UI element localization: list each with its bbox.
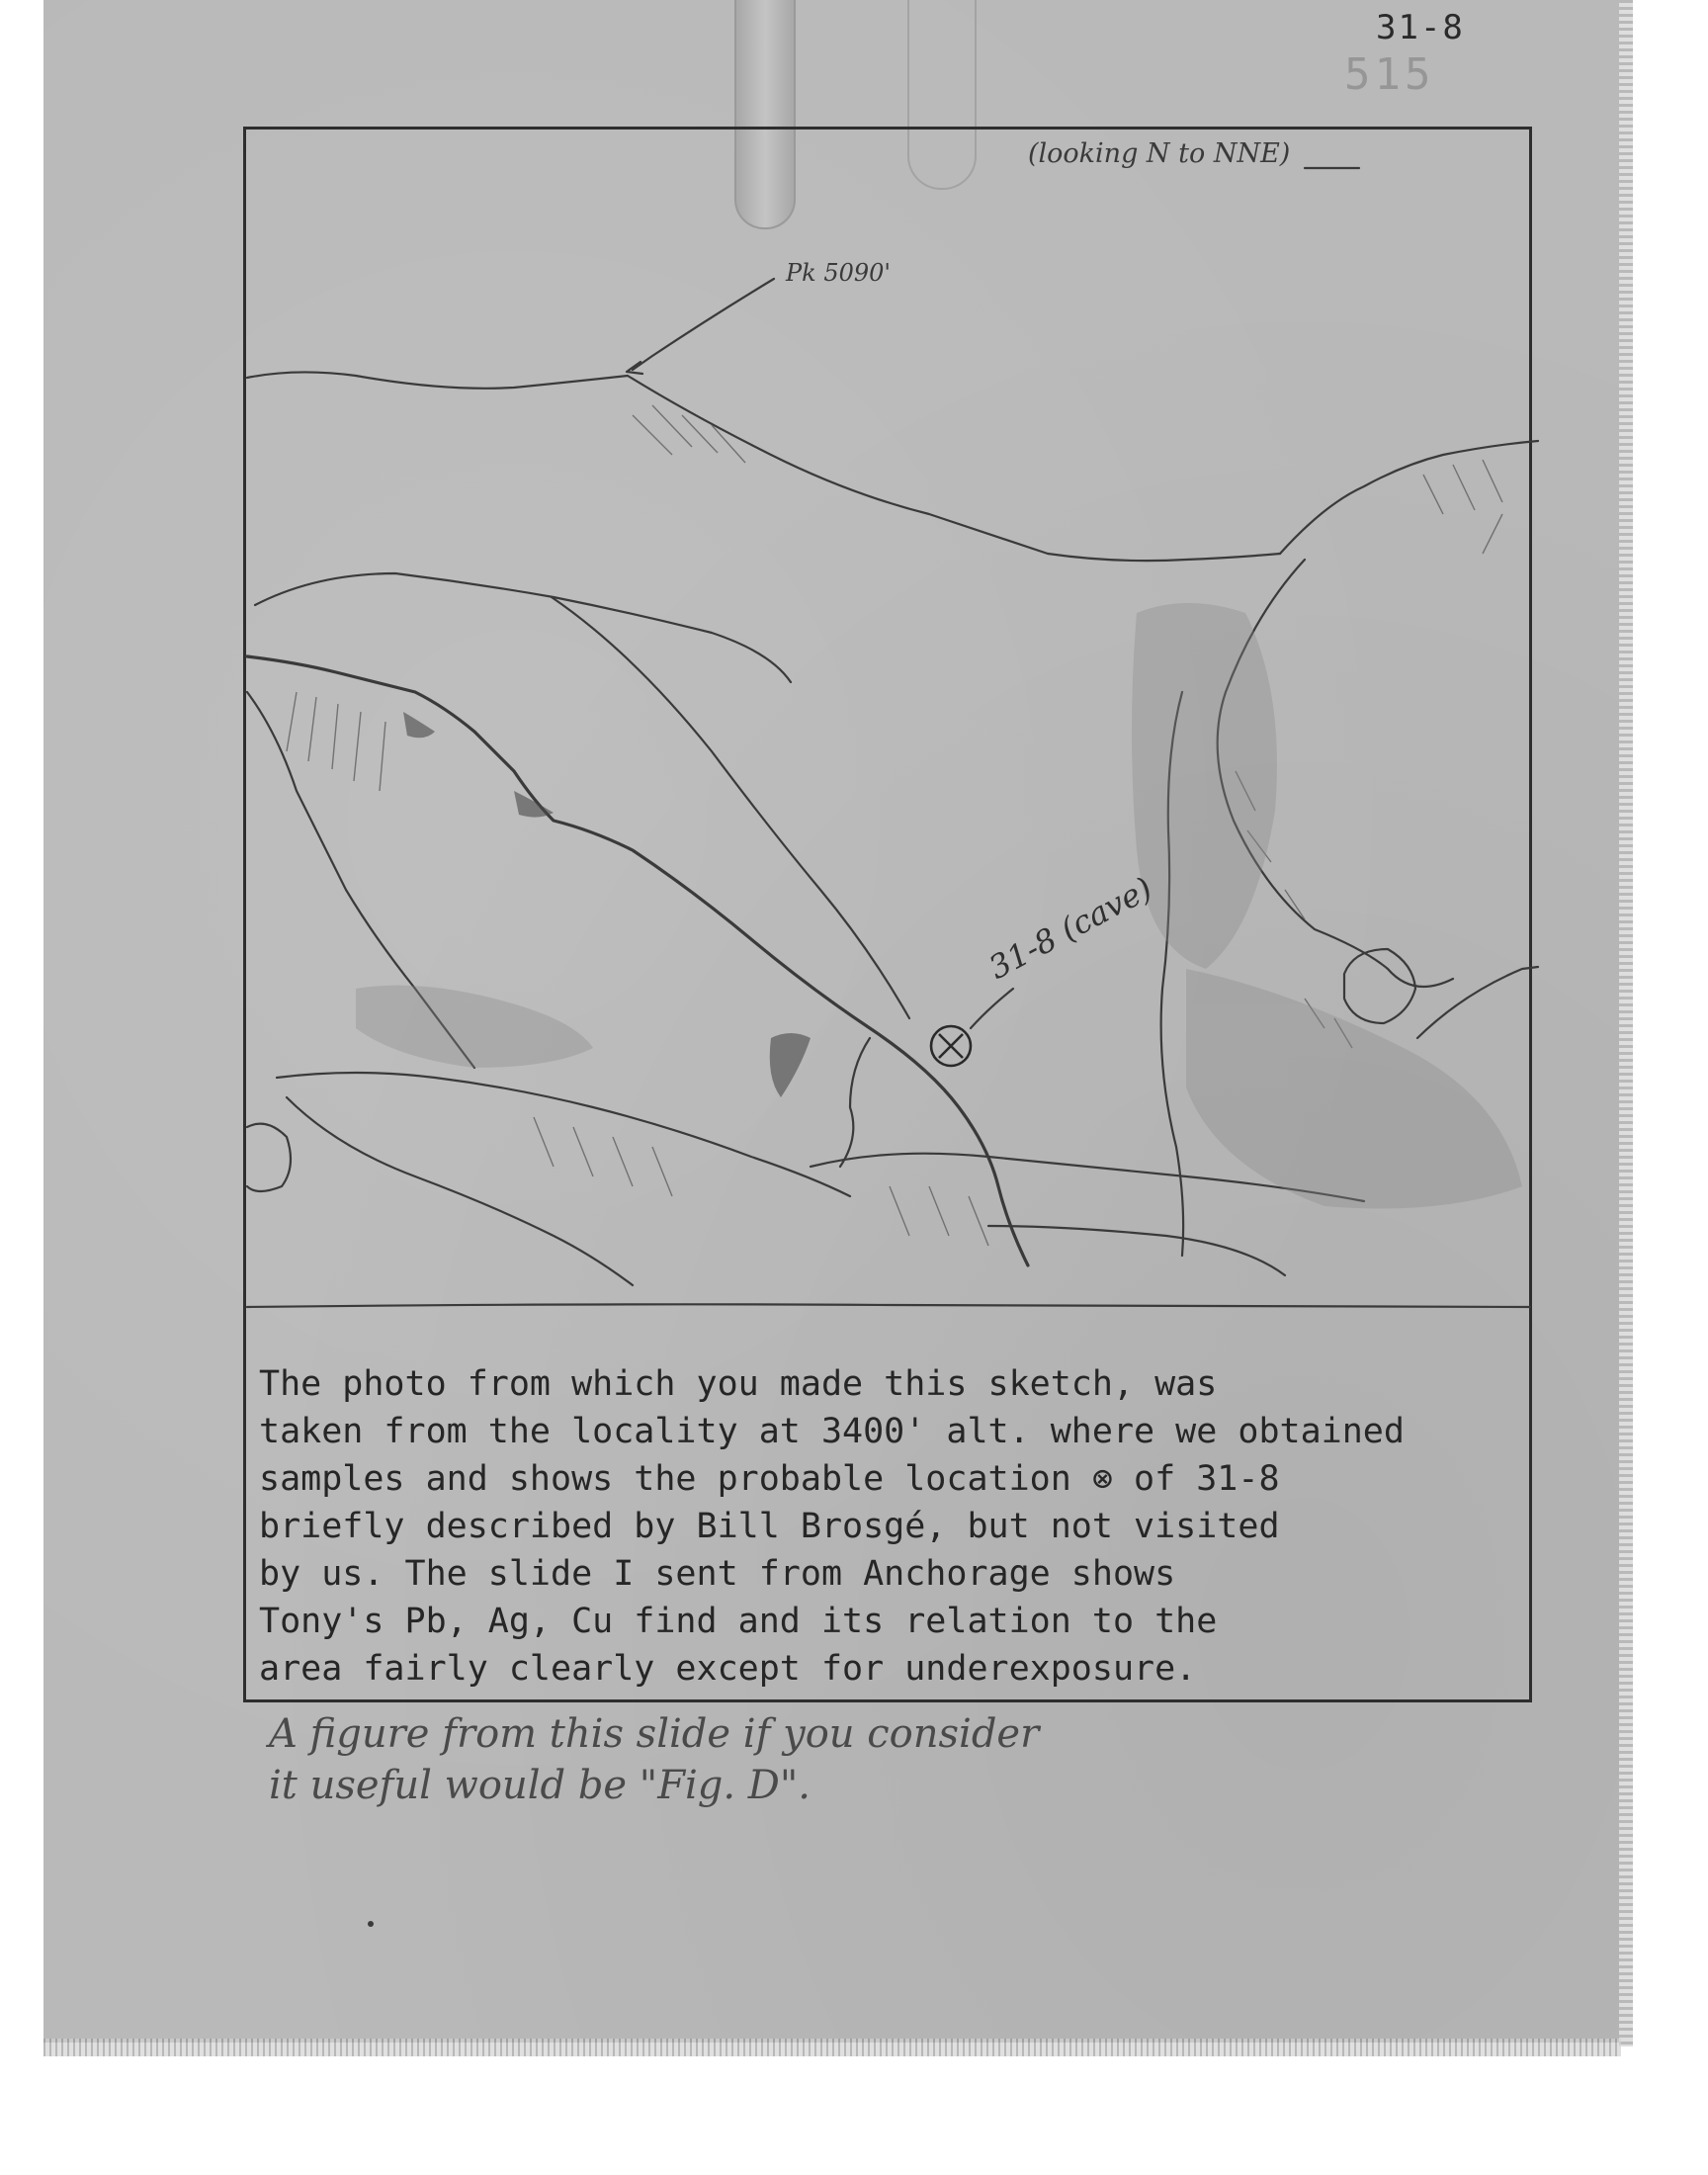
middle-ridge-line	[255, 573, 791, 682]
page-number: 31-8	[1376, 8, 1465, 47]
peak-leader-line	[633, 279, 774, 370]
caption-line: briefly described by Bill Brosgé, but not visited	[259, 1507, 1280, 1546]
stray-mark	[368, 1921, 374, 1927]
foreground-slope-2	[287, 1097, 633, 1285]
caption-line: samples and shows the probable location ⊗ of 31-8	[259, 1459, 1280, 1499]
caption-line: by us. The slide I sent from Anchorage shows	[259, 1554, 1176, 1594]
caption-line: area fairly clearly except for underexposure.	[259, 1649, 1197, 1689]
caption-line: Tony's Pb, Ag, Cu find and its relation to the	[259, 1602, 1218, 1641]
addendum-line: A figure from this slide if you consider	[269, 1711, 1040, 1757]
sketch-baseline	[247, 1304, 1530, 1307]
foreground-slope-1	[277, 1073, 850, 1196]
left-boulder	[247, 1124, 291, 1191]
right-ridge-line	[1280, 441, 1538, 554]
peak-label: Pk 5090'	[786, 259, 891, 287]
middle-slope-line	[552, 597, 909, 1018]
sample-location-label: 31-8 (cave)	[982, 869, 1158, 987]
addendum-line: it useful would be "Fig. D".	[269, 1763, 811, 1808]
circled-x-icon	[931, 1026, 971, 1066]
sample-leader-line	[971, 989, 1013, 1028]
stream-line	[840, 1038, 870, 1167]
pencil-addendum	[269, 1708, 1534, 1811]
orientation-note: (looking N to NNE)	[1028, 138, 1291, 169]
handwritten-caption	[259, 1360, 1534, 1693]
far-ridge-line	[247, 372, 1280, 561]
right-foreground-hill	[1417, 967, 1538, 1038]
caption-line: taken from the locality at 3400' alt. where we obtained	[259, 1412, 1405, 1451]
main-ridge-line	[247, 656, 1028, 1265]
stamp-number: 515	[1344, 49, 1435, 100]
boulder-outline	[1344, 949, 1415, 1023]
foreground-slope-4	[988, 1226, 1285, 1275]
caption-line: The photo from which you made this sketch, was	[259, 1364, 1218, 1404]
